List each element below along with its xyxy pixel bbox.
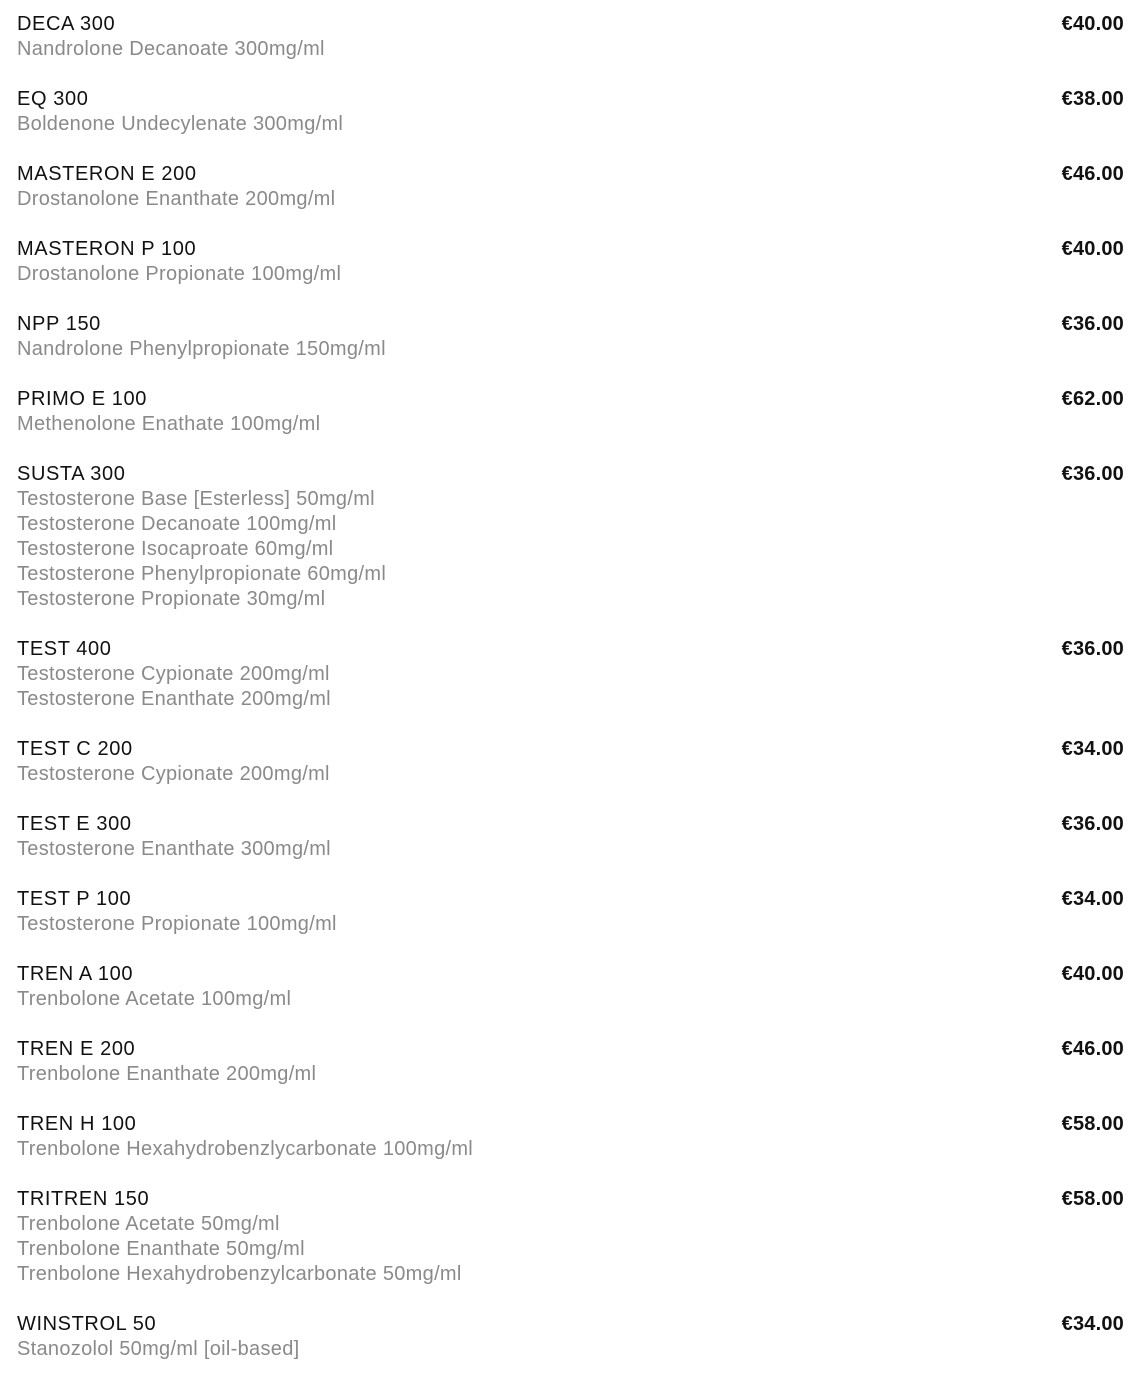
product-price: €36.00 [1061, 463, 1124, 485]
product-ingredient: Drostanolone Enanthate 200mg/ml [17, 188, 336, 210]
product-ingredient: Testosterone Enanthate 200mg/ml [17, 688, 331, 710]
product-name: NPP 150 [17, 313, 101, 335]
product-name: TEST 400 [17, 638, 112, 660]
product-price: €34.00 [1061, 1313, 1124, 1335]
product-item [17, 162, 1124, 212]
product-item [17, 312, 1124, 362]
product-price: €40.00 [1061, 13, 1124, 35]
product-item [17, 12, 1124, 62]
product-price: €34.00 [1061, 888, 1124, 910]
product-ingredient: Trenbolone Hexahydrobenzylcarbonate 50mg/ml [17, 1263, 462, 1285]
product-price: €40.00 [1061, 963, 1124, 985]
product-name: DECA 300 [17, 13, 116, 35]
product-name: WINSTROL 50 [17, 1313, 157, 1335]
product-header [17, 812, 1124, 837]
product-header [17, 737, 1124, 762]
product-name: TRITREN 150 [17, 1188, 150, 1210]
product-ingredient: Stanozolol 50mg/ml [oil-based] [17, 1338, 300, 1360]
product-header [17, 1112, 1124, 1137]
product-name: TEST E 300 [17, 813, 132, 835]
product-ingredient: Testosterone Propionate 30mg/ml [17, 588, 326, 610]
product-price: €34.00 [1061, 738, 1124, 760]
product-ingredient: Testosterone Decanoate 100mg/ml [17, 513, 337, 535]
product-header [17, 962, 1124, 987]
product-header [17, 887, 1124, 912]
product-item [17, 462, 1124, 612]
product-price: €46.00 [1061, 163, 1124, 185]
product-ingredient: Testosterone Base [Esterless] 50mg/ml [17, 488, 375, 510]
product-name: TEST P 100 [17, 888, 132, 910]
product-name: MASTERON E 200 [17, 163, 197, 185]
product-price: €46.00 [1061, 1038, 1124, 1060]
product-header [17, 87, 1124, 112]
product-name: TREN H 100 [17, 1113, 137, 1135]
product-name: EQ 300 [17, 88, 89, 110]
product-item [17, 812, 1124, 862]
product-ingredient: Trenbolone Hexahydrobenzlycarbonate 100mg/ml [17, 1138, 474, 1160]
product-ingredient: Boldenone Undecylenate 300mg/ml [17, 113, 344, 135]
product-ingredient: Trenbolone Enanthate 200mg/ml [17, 1063, 317, 1085]
product-ingredient: Methenolone Enathate 100mg/ml [17, 413, 321, 435]
product-header [17, 1037, 1124, 1062]
product-item [17, 387, 1124, 437]
product-item [17, 737, 1124, 787]
product-name: PRIMO E 100 [17, 388, 147, 410]
product-name: MASTERON P 100 [17, 238, 197, 260]
product-ingredient: Trenbolone Acetate 100mg/ml [17, 988, 292, 1010]
product-price: €40.00 [1061, 238, 1124, 260]
product-ingredient: Testosterone Propionate 100mg/ml [17, 913, 337, 935]
product-header [17, 1312, 1124, 1337]
product-header [17, 387, 1124, 412]
product-ingredient: Testosterone Isocaproate 60mg/ml [17, 538, 334, 560]
product-item [17, 962, 1124, 1012]
product-ingredient: Trenbolone Enanthate 50mg/ml [17, 1238, 305, 1260]
product-header [17, 462, 1124, 487]
product-item [17, 87, 1124, 137]
product-price: €62.00 [1061, 388, 1124, 410]
product-ingredient: Nandrolone Decanoate 300mg/ml [17, 38, 325, 60]
product-price: €58.00 [1061, 1188, 1124, 1210]
product-price: €58.00 [1061, 1113, 1124, 1135]
product-header [17, 12, 1124, 37]
product-name: TEST C 200 [17, 738, 133, 760]
product-price: €36.00 [1061, 638, 1124, 660]
product-ingredient: Testosterone Enanthate 300mg/ml [17, 838, 331, 860]
product-name: SUSTA 300 [17, 463, 126, 485]
product-price: €36.00 [1061, 313, 1124, 335]
product-item [17, 1112, 1124, 1162]
product-header [17, 1187, 1124, 1212]
product-header [17, 162, 1124, 187]
product-ingredient: Testosterone Phenylpropionate 60mg/ml [17, 563, 387, 585]
product-ingredient: Drostanolone Propionate 100mg/ml [17, 263, 342, 285]
product-ingredient: Nandrolone Phenylpropionate 150mg/ml [17, 338, 386, 360]
product-header [17, 237, 1124, 262]
product-price: €36.00 [1061, 813, 1124, 835]
product-item [17, 1037, 1124, 1087]
product-item [17, 237, 1124, 287]
product-ingredient: Trenbolone Acetate 50mg/ml [17, 1213, 280, 1235]
product-name: TREN E 200 [17, 1038, 136, 1060]
product-ingredient: Testosterone Cypionate 200mg/ml [17, 763, 330, 785]
product-header [17, 312, 1124, 337]
product-item [17, 637, 1124, 712]
product-price: €38.00 [1061, 88, 1124, 110]
product-header [17, 637, 1124, 662]
product-item [17, 887, 1124, 937]
product-item [17, 1187, 1124, 1287]
product-name: TREN A 100 [17, 963, 134, 985]
product-item [17, 1312, 1124, 1362]
product-ingredient: Testosterone Cypionate 200mg/ml [17, 663, 330, 685]
